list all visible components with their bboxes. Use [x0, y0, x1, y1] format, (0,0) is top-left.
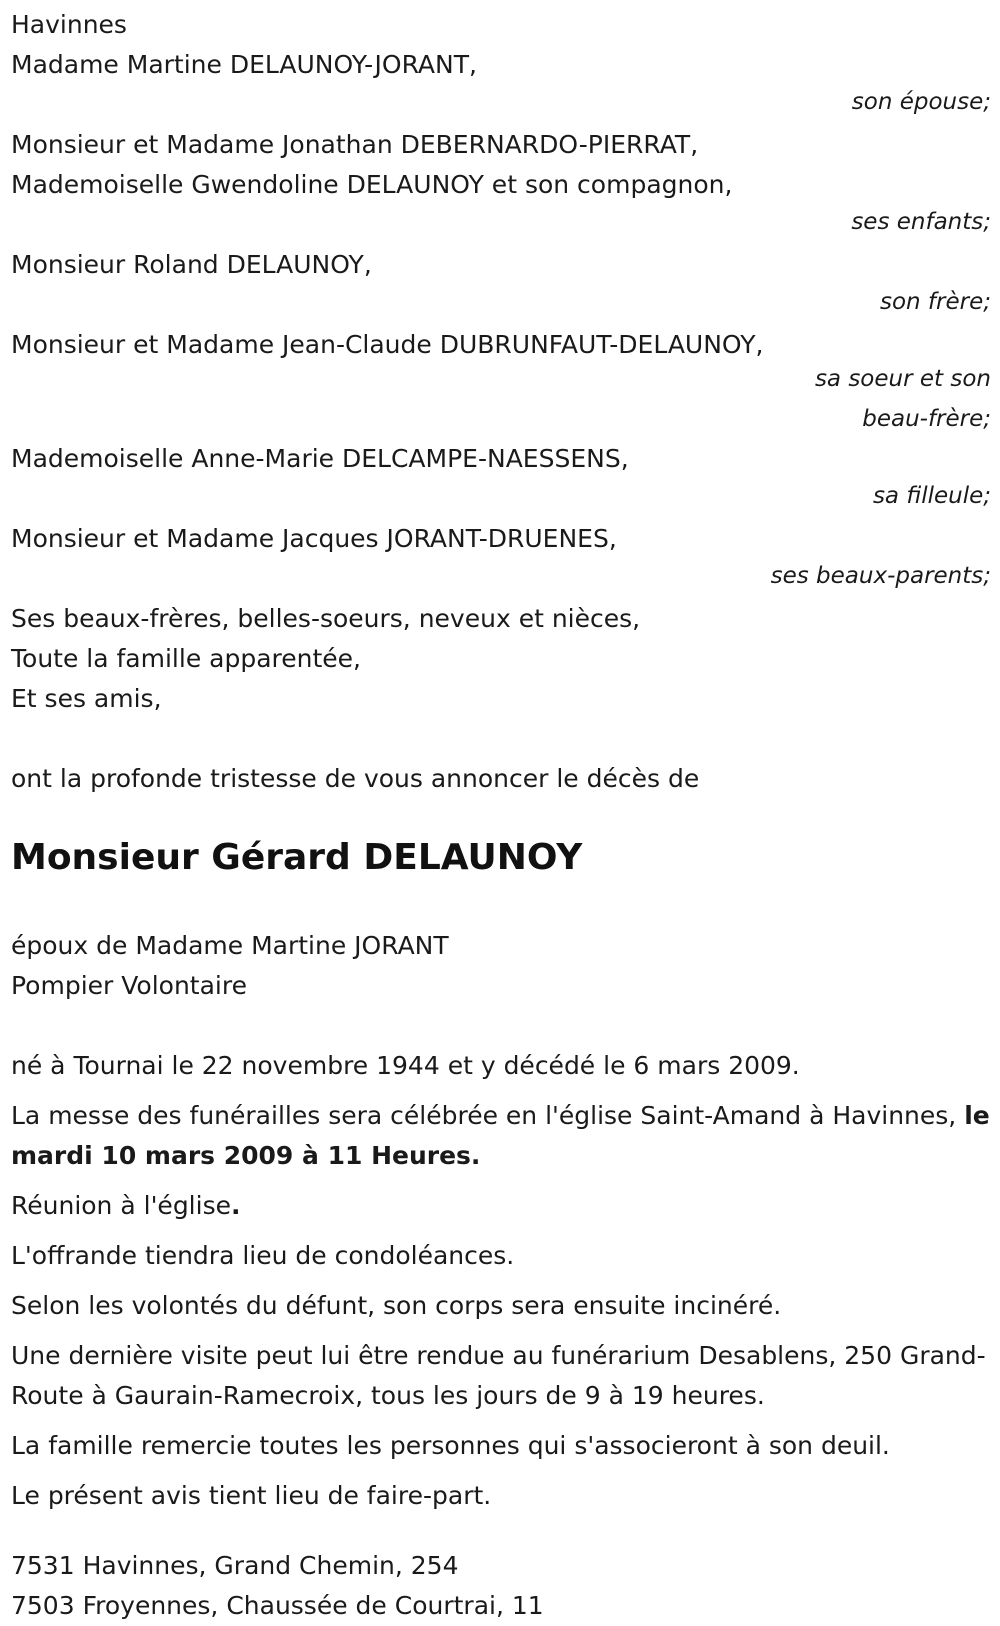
visit-info: Une dernière visite peut lui être rendue au funérarium Desablens, 250 Grand-Route à Gaurain-Ramecroix, tous les jours de 9 à 19 heures. — [11, 1341, 986, 1410]
announcement: ont la profonde tristesse de vous annoncer le décès de — [11, 764, 700, 793]
child-2-name: Mademoiselle Gwendoline DELAUNOY et son compagnon, — [11, 170, 733, 199]
other-family-3: Et ses amis, — [11, 684, 162, 713]
deceased-title: Pompier Volontaire — [11, 971, 247, 1000]
cremation-info: Selon les volontés du défunt, son corps sera ensuite incinéré. — [11, 1291, 782, 1320]
obituary-notice — [11, 0, 991, 1626]
notice-info: Le présent avis tient lieu de faire-part. — [11, 1481, 492, 1510]
deceased-spouse-of: époux de Madame Martine JORANT — [11, 931, 449, 960]
in-laws-relation: ses beaux-parents; — [770, 563, 991, 589]
deceased-name: Monsieur Gérard DELAUNOY — [11, 837, 583, 878]
goddaughter-relation: sa filleule; — [872, 483, 991, 509]
spouse-name: Madame Martine DELAUNOY-JORANT, — [11, 50, 477, 79]
funeral-date: le mardi 10 mars 2009 à 11 Heures. — [11, 1101, 990, 1170]
spouse-relation: son épouse; — [851, 89, 991, 115]
children-relation: ses enfants; — [851, 209, 991, 235]
meeting-text: Réunion à l'église — [11, 1191, 231, 1220]
in-laws-name: Monsieur et Madame Jacques JORANT-DRUENES, — [11, 524, 617, 553]
sister-relation-line2: beau-frère; — [862, 406, 991, 432]
brother-name: Monsieur Roland DELAUNOY, — [11, 250, 372, 279]
funeral-intro: La messe des funérailles sera célébrée en l'église Saint-Amand à Havinnes, — [11, 1101, 965, 1130]
other-family-2: Toute la famille apparentée, — [11, 644, 361, 673]
location: Havinnes — [11, 10, 127, 39]
birth-death: né à Tournai le 22 novembre 1944 et y décédé le 6 mars 2009. — [11, 1051, 800, 1080]
offering-info: L'offrande tiendra lieu de condoléances. — [11, 1241, 515, 1270]
sister-relation-line1: sa soeur et son — [814, 366, 991, 392]
address-2: 7503 Froyennes, Chaussée de Courtrai, 11 — [11, 1591, 544, 1620]
brother-relation: son frère; — [879, 289, 991, 315]
meeting-period: . — [230, 1191, 241, 1220]
thanks-info: La famille remercie toutes les personnes qui s'associeront à son deuil. — [11, 1431, 890, 1460]
address-1: 7531 Havinnes, Grand Chemin, 254 — [11, 1551, 459, 1580]
child-1-name: Monsieur et Madame Jonathan DEBERNARDO-PIERRAT, — [11, 130, 699, 159]
other-family-1: Ses beaux-frères, belles-soeurs, neveux et nièces, — [11, 604, 641, 633]
goddaughter-name: Mademoiselle Anne-Marie DELCAMPE-NAESSENS, — [11, 444, 629, 473]
funeral-info — [11, 1096, 991, 1176]
meeting-info — [11, 1186, 991, 1226]
sister-name: Monsieur et Madame Jean-Claude DUBRUNFAUT-DELAUNOY, — [11, 330, 764, 359]
